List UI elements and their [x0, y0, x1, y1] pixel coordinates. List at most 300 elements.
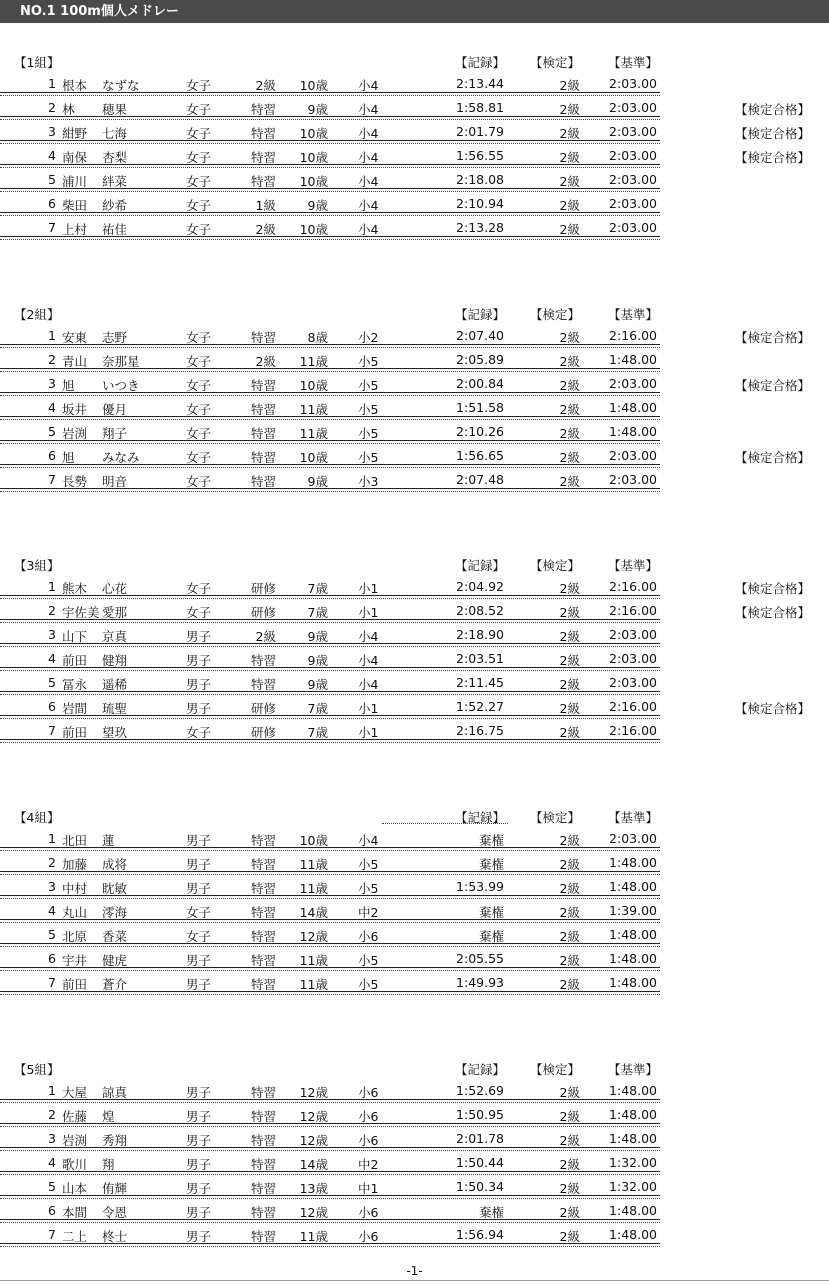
heat-group [0, 1060, 829, 1260]
swimmer-given-name: 諒真 [102, 1085, 128, 1100]
swimmer-surname: 紺野 [62, 126, 88, 141]
row-dotted-rule [0, 1174, 660, 1175]
row-dotted-rule [0, 143, 660, 144]
swimmer-number: 5 [48, 675, 56, 690]
row-underline [0, 1099, 660, 1100]
standard-time: 1:48.00 [609, 1227, 657, 1242]
row-underline [0, 619, 660, 620]
table-row [0, 196, 829, 220]
record-time: 2:18.90 [456, 627, 504, 642]
kentei-column-header: 【検定】 [530, 1062, 581, 1077]
row-underline [0, 643, 660, 644]
row-dotted-rule [0, 622, 660, 623]
standard-time: 1:48.00 [609, 855, 657, 870]
row-dotted-rule [0, 598, 660, 599]
kentei-level: 2級 [559, 629, 580, 644]
swimmer-sex: 女子 [186, 198, 212, 213]
row-dotted-rule [0, 718, 660, 719]
swimmer-given-name: なずな [102, 78, 140, 93]
kentei-level: 2級 [559, 198, 580, 213]
row-dotted-rule [0, 694, 660, 695]
swimmer-school-grade: 小4 [358, 174, 379, 189]
kentei-column-header: 【検定】 [530, 810, 581, 825]
swimmer-number: 4 [48, 400, 56, 415]
swimmer-age: 10歳 [299, 78, 328, 93]
swimmer-number: 1 [48, 76, 56, 91]
swimmer-surname: 坂井 [62, 402, 88, 417]
swimmer-number: 6 [48, 196, 56, 211]
swimmer-surname: 岩渕 [62, 426, 88, 441]
pass-badge: 【検定合格】 [735, 701, 811, 716]
table-row [0, 100, 829, 124]
kentei-level: 2級 [559, 1181, 580, 1196]
row-dotted-rule [0, 215, 660, 216]
swimmer-given-name: 杏梨 [102, 150, 128, 165]
standard-time: 2:03.00 [609, 448, 657, 463]
record-column-header: 【記録】 [455, 558, 506, 573]
swimmer-sex: 男子 [186, 953, 212, 968]
record-time: 2:03.51 [456, 651, 504, 666]
swimmer-class: 特習 [250, 977, 276, 992]
kentei-level: 2級 [559, 1205, 580, 1220]
swimmer-school-grade: 中1 [358, 1181, 379, 1196]
swimmer-number: 2 [48, 603, 56, 618]
standard-time: 2:16.00 [609, 579, 657, 594]
row-underline [0, 164, 660, 165]
row-underline [0, 212, 660, 213]
swimmer-sex: 女子 [186, 174, 212, 189]
swimmer-sex: 男子 [186, 833, 212, 848]
swimmer-age: 12歳 [299, 929, 328, 944]
swimmer-class: 特習 [250, 857, 276, 872]
record-time: 2:10.94 [456, 196, 504, 211]
table-row [0, 1227, 829, 1251]
swimmer-class: 特習 [250, 953, 276, 968]
row-underline [0, 92, 660, 93]
kentei-level: 2級 [559, 1133, 580, 1148]
record-time: 棄権 [478, 905, 504, 920]
swimmer-age: 10歳 [299, 222, 328, 237]
table-row [0, 831, 829, 855]
swimmer-surname: 長勢 [62, 474, 88, 489]
swimmer-school-grade: 小5 [358, 953, 379, 968]
swimmer-school-grade: 中2 [358, 1157, 379, 1172]
standard-time: 2:16.00 [609, 603, 657, 618]
standard-time: 2:03.00 [609, 472, 657, 487]
swimmer-class: 2級 [255, 629, 276, 644]
kentei-level: 2級 [559, 581, 580, 596]
swimmer-number: 5 [48, 172, 56, 187]
page-number: -1- [406, 1264, 423, 1278]
swimmer-class: 2級 [255, 78, 276, 93]
swimmer-number: 3 [48, 879, 56, 894]
swimmer-class: 特習 [250, 402, 276, 417]
row-underline [0, 991, 660, 992]
swimmer-number: 2 [48, 100, 56, 115]
row-underline [0, 1243, 660, 1244]
row-dotted-rule [0, 1150, 660, 1151]
standard-time: 2:16.00 [609, 723, 657, 738]
standard-column-header: 【基準】 [608, 1062, 659, 1077]
swimmer-school-grade: 小5 [358, 977, 379, 992]
swimmer-school-grade: 小5 [358, 450, 379, 465]
swimmer-given-name: みなみ [102, 450, 140, 465]
row-dotted-rule [0, 898, 660, 899]
swimmer-class: 特習 [250, 126, 276, 141]
table-row [0, 627, 829, 651]
swimmer-age: 9歳 [307, 198, 328, 213]
table-row [0, 448, 829, 472]
standard-time: 1:48.00 [609, 951, 657, 966]
table-row [0, 328, 829, 352]
swimmer-surname: 熊木 [62, 581, 88, 596]
swimmer-given-name: 琉聖 [102, 701, 128, 716]
row-underline [0, 919, 660, 920]
swimmer-number: 7 [48, 1227, 56, 1242]
swimmer-age: 9歳 [307, 102, 328, 117]
row-underline [0, 871, 660, 872]
swimmer-given-name: 紗希 [102, 198, 128, 213]
swimmer-surname: 前田 [62, 725, 88, 740]
swimmer-given-name: 志野 [102, 330, 128, 345]
kentei-level: 2級 [559, 450, 580, 465]
group-label: 【3組】 [14, 558, 60, 573]
swimmer-sex: 男子 [186, 1109, 212, 1124]
record-time: 2:13.28 [456, 220, 504, 235]
kentei-level: 2級 [559, 102, 580, 117]
kentei-level: 2級 [559, 929, 580, 944]
row-dotted-rule [0, 1246, 660, 1247]
swimmer-age: 7歳 [307, 701, 328, 716]
record-time: 1:50.44 [456, 1155, 504, 1170]
standard-time: 2:03.00 [609, 196, 657, 211]
swimmer-school-grade: 小6 [358, 1133, 379, 1148]
row-underline [0, 1195, 660, 1196]
swimmer-given-name: 翔 [102, 1157, 115, 1172]
standard-time: 1:48.00 [609, 927, 657, 942]
swimmer-age: 11歳 [299, 1229, 328, 1244]
row-dotted-rule [0, 443, 660, 444]
record-time: 2:07.40 [456, 328, 504, 343]
swimmer-given-name: 絆菜 [102, 174, 128, 189]
record-time: 1:50.34 [456, 1179, 504, 1194]
kentei-column-header: 【検定】 [530, 558, 581, 573]
swimmer-school-grade: 小4 [358, 150, 379, 165]
kentei-level: 2級 [559, 126, 580, 141]
kentei-column-header: 【検定】 [530, 307, 581, 322]
swimmer-surname: 宇井 [62, 953, 88, 968]
standard-time: 2:03.00 [609, 76, 657, 91]
standard-time: 2:03.00 [609, 148, 657, 163]
record-time: 2:01.78 [456, 1131, 504, 1146]
swimmer-number: 2 [48, 1107, 56, 1122]
swimmer-age: 9歳 [307, 474, 328, 489]
table-row [0, 220, 829, 244]
swimmer-sex: 女子 [186, 450, 212, 465]
swimmer-class: 特習 [250, 653, 276, 668]
swimmer-class: 特習 [250, 1181, 276, 1196]
row-dotted-rule [0, 467, 660, 468]
swimmer-class: 特習 [250, 677, 276, 692]
row-dotted-rule [0, 946, 660, 947]
record-time: 2:07.48 [456, 472, 504, 487]
table-row [0, 172, 829, 196]
kentei-level: 2級 [559, 653, 580, 668]
swimmer-school-grade: 小4 [358, 653, 379, 668]
group-label: 【4組】 [14, 810, 60, 825]
swimmer-sex: 女子 [186, 605, 212, 620]
standard-time: 2:03.00 [609, 675, 657, 690]
swimmer-given-name: 望玖 [102, 725, 128, 740]
swimmer-age: 11歳 [299, 977, 328, 992]
row-underline [0, 1171, 660, 1172]
table-row [0, 1179, 829, 1203]
pass-badge: 【検定合格】 [735, 126, 811, 141]
pass-badge: 【検定合格】 [735, 102, 811, 117]
record-time: 1:52.27 [456, 699, 504, 714]
swimmer-surname: 宇佐美 [62, 605, 100, 620]
row-underline [0, 488, 660, 489]
swimmer-sex: 女子 [186, 402, 212, 417]
swimmer-given-name: 明音 [102, 474, 128, 489]
table-row [0, 723, 829, 747]
kentei-level: 2級 [559, 222, 580, 237]
swimmer-number: 7 [48, 975, 56, 990]
standard-column-header: 【基準】 [608, 307, 659, 322]
row-dotted-rule [0, 874, 660, 875]
swimmer-age: 10歳 [299, 450, 328, 465]
row-underline [0, 943, 660, 944]
swimmer-surname: 本間 [62, 1205, 88, 1220]
swimmer-given-name: 遥稀 [102, 677, 128, 692]
swimmer-class: 研修 [250, 701, 276, 716]
record-column-header: 【記録】 [455, 307, 506, 322]
standard-time: 1:48.00 [609, 1203, 657, 1218]
swimmer-school-grade: 小5 [358, 354, 379, 369]
swimmer-given-name: 優月 [102, 402, 128, 417]
swimmer-number: 3 [48, 627, 56, 642]
swimmer-surname: 加藤 [62, 857, 88, 872]
swimmer-given-name: 健虎 [102, 953, 128, 968]
group-label: 【2組】 [14, 307, 60, 322]
swimmer-number: 5 [48, 1179, 56, 1194]
swimmer-school-grade: 小6 [358, 929, 379, 944]
heat-group [0, 556, 829, 756]
row-underline [0, 1123, 660, 1124]
swimmer-given-name: 七海 [102, 126, 128, 141]
pass-badge: 【検定合格】 [735, 150, 811, 165]
record-time: 2:13.44 [456, 76, 504, 91]
swimmer-given-name: 愛那 [102, 605, 128, 620]
row-dotted-rule [0, 119, 660, 120]
swimmer-sex: 男子 [186, 1157, 212, 1172]
standard-time: 1:48.00 [609, 400, 657, 415]
standard-time: 2:03.00 [609, 651, 657, 666]
table-row [0, 352, 829, 376]
swimmer-school-grade: 小4 [358, 102, 379, 117]
record-time: 棄権 [478, 857, 504, 872]
heat-group [0, 305, 829, 505]
group-label: 【1組】 [14, 55, 60, 70]
swimmer-number: 6 [48, 699, 56, 714]
kentei-level: 2級 [559, 378, 580, 393]
standard-time: 1:48.00 [609, 352, 657, 367]
record-time: 2:18.08 [456, 172, 504, 187]
swimmer-class: 特習 [250, 1109, 276, 1124]
record-time: 1:50.95 [456, 1107, 504, 1122]
swimmer-class: 特習 [250, 150, 276, 165]
swimmer-age: 11歳 [299, 402, 328, 417]
table-row [0, 675, 829, 699]
swimmer-surname: 歌川 [62, 1157, 88, 1172]
row-dotted-rule [0, 1126, 660, 1127]
record-time: 2:05.55 [456, 951, 504, 966]
record-time: 2:10.26 [456, 424, 504, 439]
swimmer-surname: 中村 [62, 881, 88, 896]
table-row [0, 1107, 829, 1131]
swimmer-class: 特習 [250, 1133, 276, 1148]
swimmer-surname: 旭 [62, 378, 75, 393]
swimmer-age: 11歳 [299, 953, 328, 968]
swimmer-sex: 男子 [186, 977, 212, 992]
record-time: 2:05.89 [456, 352, 504, 367]
swimmer-number: 1 [48, 1083, 56, 1098]
swimmer-class: 特習 [250, 1229, 276, 1244]
table-row [0, 879, 829, 903]
swimmer-given-name: 京真 [102, 629, 128, 644]
swimmer-given-name: 奈那星 [102, 354, 140, 369]
record-column-header: 【記録】 [455, 810, 506, 825]
swimmer-class: 特習 [250, 426, 276, 441]
record-time: 1:49.93 [456, 975, 504, 990]
swimmer-surname: 根本 [62, 78, 88, 93]
swimmer-sex: 女子 [186, 378, 212, 393]
swimmer-sex: 女子 [186, 354, 212, 369]
record-time: 棄権 [478, 1205, 504, 1220]
swimmer-given-name: 蓮 [102, 833, 115, 848]
swimmer-sex: 女子 [186, 78, 212, 93]
swimmer-sex: 男子 [186, 1181, 212, 1196]
swimmer-given-name: 煌 [102, 1109, 115, 1124]
page-title: NO.1 100m個人メドレー [0, 0, 829, 23]
swimmer-number: 3 [48, 1131, 56, 1146]
swimmer-school-grade: 小4 [358, 629, 379, 644]
pass-badge: 【検定合格】 [735, 605, 811, 620]
record-time: 1:56.65 [456, 448, 504, 463]
table-row [0, 76, 829, 100]
swimmer-number: 5 [48, 424, 56, 439]
pass-badge: 【検定合格】 [735, 450, 811, 465]
swimmer-school-grade: 小4 [358, 677, 379, 692]
swimmer-age: 10歳 [299, 150, 328, 165]
swimmer-sex: 女子 [186, 474, 212, 489]
swimmer-age: 10歳 [299, 378, 328, 393]
standard-time: 1:32.00 [609, 1179, 657, 1194]
swimmer-number: 6 [48, 1203, 56, 1218]
table-row [0, 903, 829, 927]
table-row [0, 1155, 829, 1179]
standard-time: 2:03.00 [609, 124, 657, 139]
swimmer-age: 11歳 [299, 426, 328, 441]
row-dotted-rule [0, 419, 660, 420]
swimmer-given-name: いつき [102, 378, 140, 393]
record-time: 1:56.55 [456, 148, 504, 163]
table-row [0, 148, 829, 172]
swimmer-number: 1 [48, 579, 56, 594]
swimmer-sex: 男子 [186, 701, 212, 716]
swimmer-given-name: 健翔 [102, 653, 128, 668]
swimmer-age: 7歳 [307, 725, 328, 740]
row-underline [0, 895, 660, 896]
swimmer-given-name: 蒼介 [102, 977, 128, 992]
swimmer-class: 特習 [250, 474, 276, 489]
swimmer-sex: 男子 [186, 857, 212, 872]
standard-time: 1:48.00 [609, 1083, 657, 1098]
table-row [0, 400, 829, 424]
kentei-level: 2級 [559, 977, 580, 992]
record-time: 1:51.58 [456, 400, 504, 415]
row-dotted-rule [0, 371, 660, 372]
standard-time: 1:48.00 [609, 1131, 657, 1146]
swimmer-number: 6 [48, 951, 56, 966]
swimmer-class: 特習 [250, 1157, 276, 1172]
swimmer-school-grade: 小5 [358, 402, 379, 417]
swimmer-number: 7 [48, 723, 56, 738]
kentei-level: 2級 [559, 833, 580, 848]
swimmer-number: 3 [48, 376, 56, 391]
swimmer-class: 特習 [250, 102, 276, 117]
table-row [0, 855, 829, 879]
swimmer-class: 2級 [255, 222, 276, 237]
header-dotted-rule [382, 823, 508, 824]
swimmer-number: 7 [48, 472, 56, 487]
swimmer-given-name: 眈敏 [102, 881, 128, 896]
standard-time: 2:03.00 [609, 376, 657, 391]
swimmer-class: 特習 [250, 1205, 276, 1220]
swimmer-number: 3 [48, 124, 56, 139]
kentei-level: 2級 [559, 881, 580, 896]
kentei-level: 2級 [559, 677, 580, 692]
swimmer-sex: 女子 [186, 126, 212, 141]
swimmer-school-grade: 小5 [358, 426, 379, 441]
kentei-level: 2級 [559, 174, 580, 189]
table-row [0, 472, 829, 496]
standard-time: 2:03.00 [609, 220, 657, 235]
record-column-header: 【記録】 [455, 1062, 506, 1077]
swimmer-school-grade: 小1 [358, 701, 379, 716]
swimmer-school-grade: 小4 [358, 198, 379, 213]
swimmer-sex: 女子 [186, 581, 212, 596]
swimmer-age: 8歳 [307, 330, 328, 345]
swimmer-school-grade: 小6 [358, 1109, 379, 1124]
record-time: 1:52.69 [456, 1083, 504, 1098]
swimmer-class: 研修 [250, 581, 276, 596]
swimmer-age: 10歳 [299, 174, 328, 189]
kentei-level: 2級 [559, 857, 580, 872]
swimmer-number: 5 [48, 927, 56, 942]
swimmer-sex: 女子 [186, 929, 212, 944]
swimmer-age: 9歳 [307, 629, 328, 644]
swimmer-given-name: 侑輝 [102, 1181, 128, 1196]
swimmer-school-grade: 小6 [358, 1205, 379, 1220]
swimmer-surname: 山下 [62, 629, 88, 644]
kentei-level: 2級 [559, 402, 580, 417]
swimmer-class: 特習 [250, 378, 276, 393]
swimmer-school-grade: 小2 [358, 330, 379, 345]
swimmer-number: 4 [48, 1155, 56, 1170]
kentei-level: 2級 [559, 1157, 580, 1172]
row-underline [0, 188, 660, 189]
